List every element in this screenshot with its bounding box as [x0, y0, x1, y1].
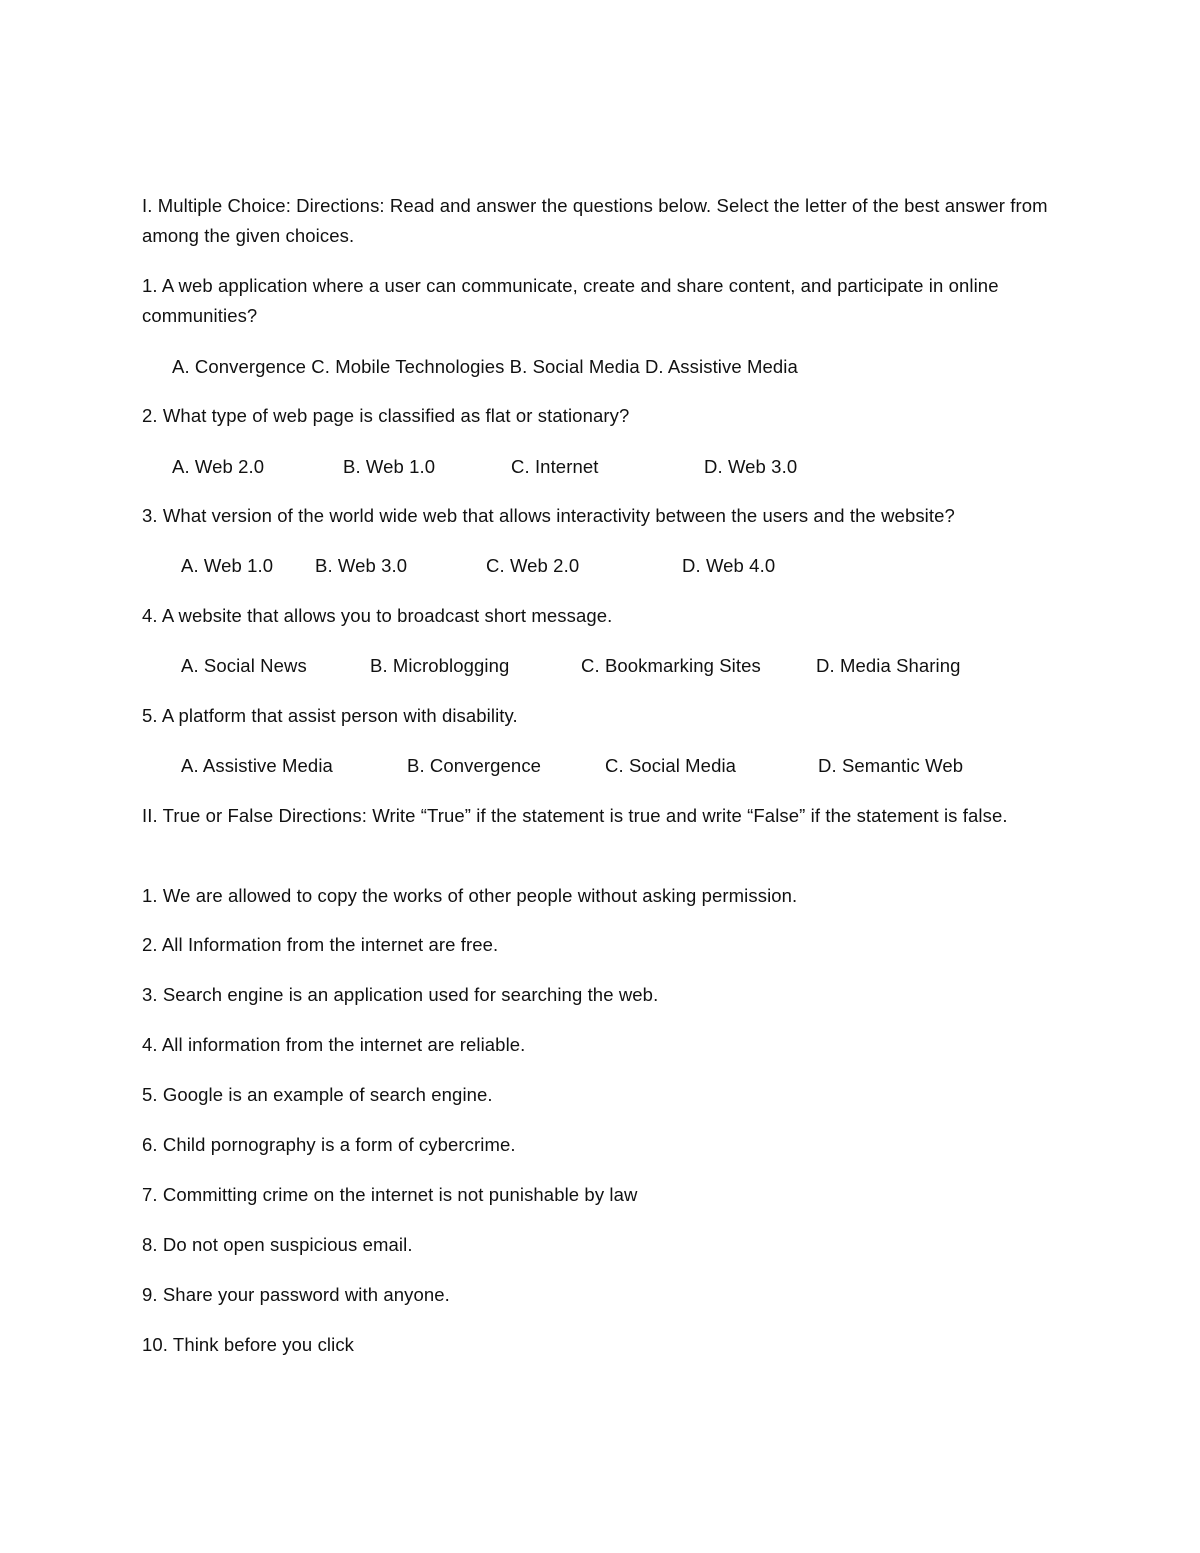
statement-5: 5. Google is an example of search engine. — [142, 1084, 493, 1105]
question-5-choice-b: B. Convergence — [407, 755, 542, 776]
statement-2: 2. All Information from the internet are free. — [142, 934, 499, 955]
question-4-choice-b: B. Microblogging — [370, 655, 510, 676]
statement-9: 9. Share your password with anyone. — [142, 1284, 450, 1305]
question-3-choice-a: A. Web 1.0 — [181, 555, 274, 576]
statement-7: 7. Committing crime on the internet is not punishable by law — [142, 1184, 638, 1205]
question-1-choices: A. Convergence C. Mobile Technologies B. Social Media D. Assistive Media — [172, 356, 798, 377]
question-3-choice-b: B. Web 3.0 — [315, 555, 408, 576]
question-4-choice-c: C. Bookmarking Sites — [581, 655, 761, 676]
question-2-choice-a: A. Web 2.0 — [172, 456, 265, 477]
statement-6: 6. Child pornography is a form of cybercrime. — [142, 1134, 516, 1155]
question-5-choice-d: D. Semantic Web — [818, 755, 964, 776]
statement-4: 4. All information from the internet are reliable. — [142, 1034, 526, 1055]
question-4-choice-a: A. Social News — [181, 655, 307, 676]
part1-directions: I. Multiple Choice: Directions: Read and answer the questions below. Select the letter of the best answer from among the given choices. — [142, 195, 1048, 246]
question-5-choice-c: C. Social Media — [605, 755, 737, 776]
question-3-choice-d: D. Web 4.0 — [682, 555, 776, 576]
statement-3: 3. Search engine is an application used for searching the web. — [142, 984, 659, 1005]
statement-1: 1. We are allowed to copy the works of other people without asking permission. — [142, 885, 798, 906]
statement-8: 8. Do not open suspicious email. — [142, 1234, 413, 1255]
question-2-choice-c: C. Internet — [511, 456, 599, 477]
question-4-choice-d: D. Media Sharing — [816, 655, 961, 676]
question-5-choice-a: A. Assistive Media — [181, 755, 333, 776]
question-3: 3. What version of the world wide web that allows interactivity between the users and the website? — [142, 505, 955, 526]
question-1: 1. A web application where a user can communicate, create and share content, and participate in online communities? — [142, 275, 999, 326]
part2-directions: II. True or False Directions: Write “True” if the statement is true and write “False” if the statement is false. — [142, 805, 1008, 826]
question-2-choice-d: D. Web 3.0 — [704, 456, 798, 477]
question-2: 2. What type of web page is classified as flat or stationary? — [142, 405, 630, 426]
question-4: 4. A website that allows you to broadcast short message. — [142, 605, 613, 626]
question-5: 5. A platform that assist person with disability. — [142, 705, 518, 726]
question-3-choice-c: C. Web 2.0 — [486, 555, 580, 576]
question-2-choice-b: B. Web 1.0 — [343, 456, 436, 477]
statement-10: 10. Think before you click — [142, 1334, 355, 1355]
